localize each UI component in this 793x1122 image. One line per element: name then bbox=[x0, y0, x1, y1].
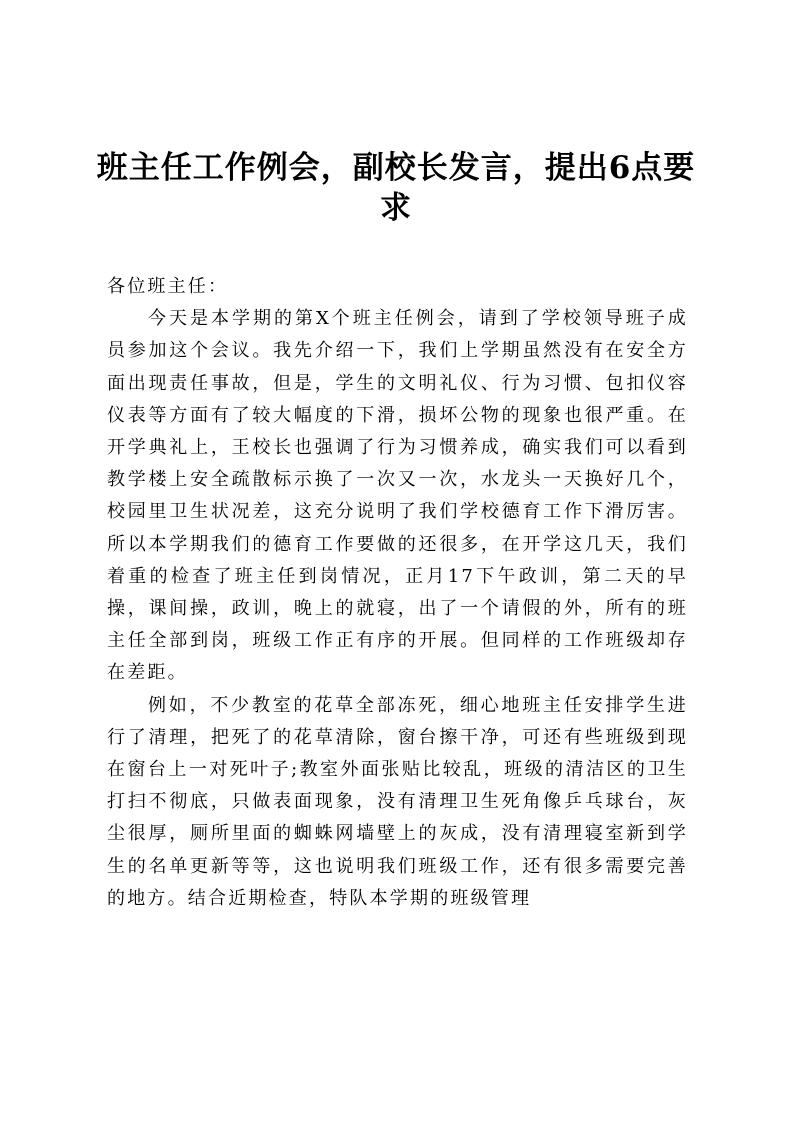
paragraph-1: 今天是本学期的第X个班主任例会，请到了学校领导班子成员参加这个会议。我先介绍一下，我们上学期虽然没有在安全方面出现责任事故，但是，学生的文明礼仪、行为习惯、包扣仪容仪表等方面有了较大幅度的下滑，损坏公物的现象也很严重。在开学典礼上，王校长也强调了行为习惯养成，确实我们可以看到教学楼上安全疏散标示换了一次又一次，水龙头一天换好几个，校园里卫生状况差，这充分说明了我们学校德育工作下滑厉害。所以本学期我们的德育工作要做的还很多，在开学这几天，我们着重的检查了班主任到岗情况，正月17下午政训，第二天的早操，课间操，政训，晚上的就寝，出了一个请假的外，所有的班主任全部到岗，班级工作正有序的开展。但同样的工作班级却存在差距。 bbox=[107, 308, 688, 684]
salutation: 各位班主任： bbox=[107, 276, 229, 297]
paragraph-2: 例如，不少教室的花草全部冻死，细心地班主任安排学生进行了清理，把死了的花草清除，窗台擦干净，可还有些班级到现在窗台上一对死叶子;教室外面张贴比较乱，班级的清洁区的卫生打扫不彻底，只做表面现象，没有清理卫生死角像乒乓球台，灰尘很厚，厕所里面的蜘蛛网墙壁上的灰成，没有清理寝室新到学生的名单更新等等，这也说明我们班级工作，还有很多需要完善的地方。结合近期检查，特队本学期的班级管理 bbox=[107, 694, 688, 909]
document-title: 班主任工作例会，副校长发言，提出6点要求 bbox=[96, 150, 696, 226]
document-body bbox=[107, 271, 688, 915]
